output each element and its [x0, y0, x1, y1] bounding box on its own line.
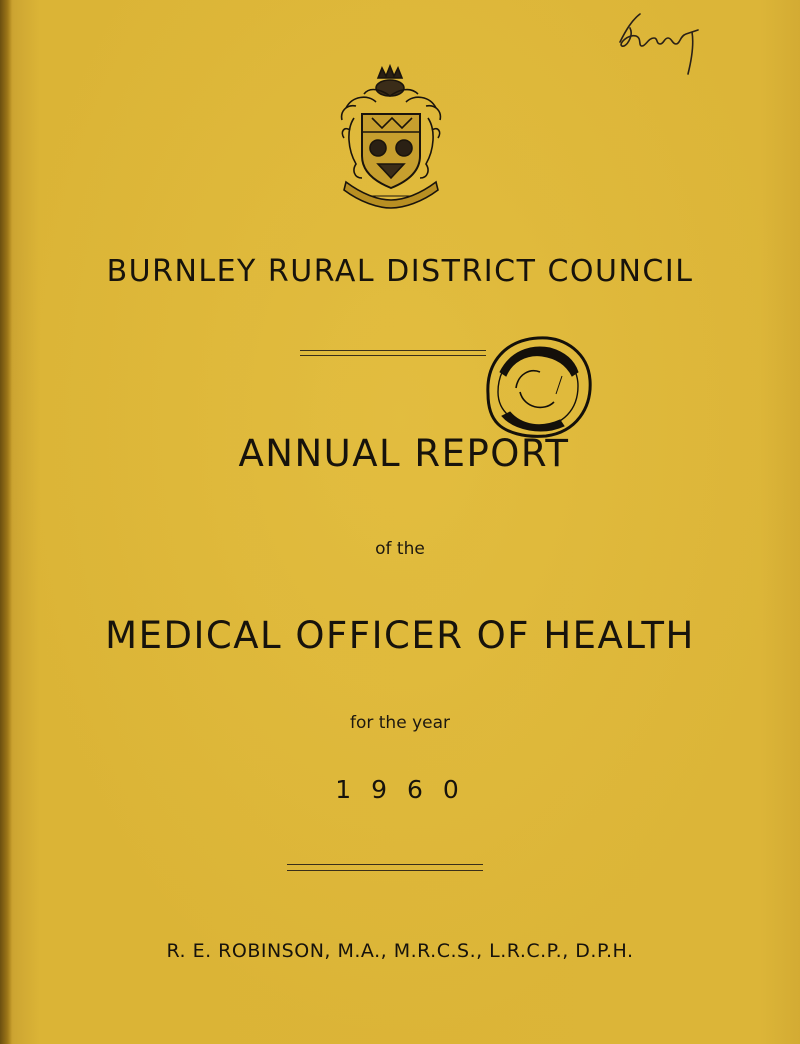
coat-of-arms-icon [332, 60, 450, 210]
author-credits: R. E. ROBINSON, M.A., M.R.C.S., L.R.C.P., D.P.H. [166, 940, 634, 962]
university-seal-stamp-icon [480, 332, 596, 440]
binding-edge [0, 0, 12, 1044]
council-name: BURNLEY RURAL DISTRICT COUNCIL [106, 254, 694, 289]
report-year: 1 9 6 0 [335, 775, 465, 804]
decorative-double-rule [300, 350, 486, 356]
handwritten-library-mark [612, 8, 702, 80]
report-title: ANNUAL REPORT [238, 432, 570, 475]
subtitle-for-the-year: for the year [349, 713, 450, 733]
decorative-double-rule-bottom [287, 864, 483, 871]
subtitle-of-the: of the [375, 539, 425, 559]
officer-title: MEDICAL OFFICER OF HEALTH [105, 614, 695, 657]
